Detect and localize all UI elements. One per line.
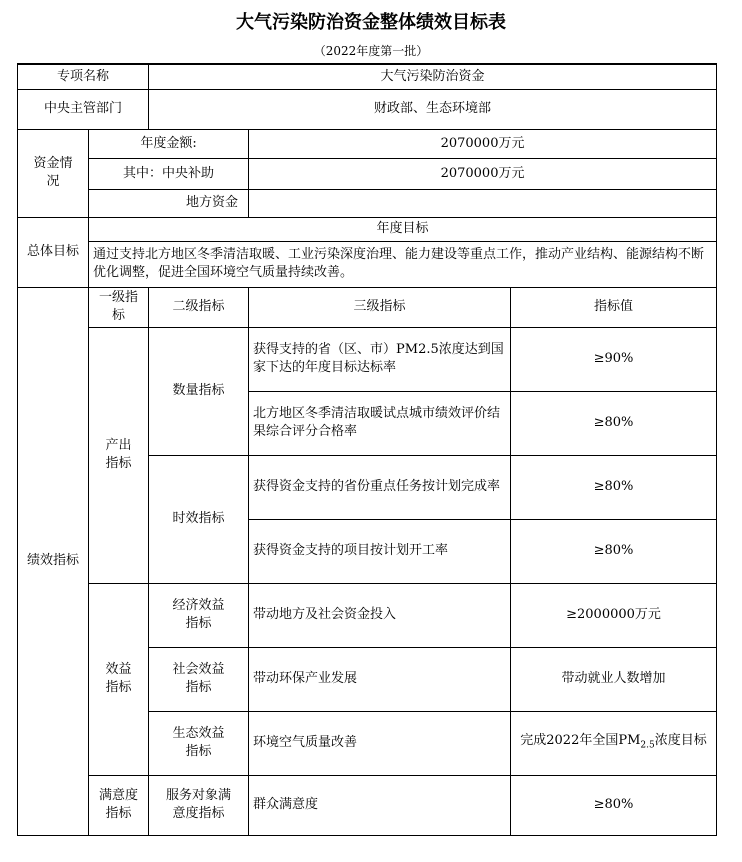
department-label: 中央主管部门 (18, 89, 149, 129)
annual-amount-value: 2070000万元 (249, 129, 717, 158)
local-funds-value (249, 189, 717, 217)
project-name-value: 大气污染防治资金 (149, 64, 717, 89)
benefit-indicators-label: 效益指标 (89, 583, 149, 775)
indicator-text: 北方地区冬季清洁取暖试点城市绩效评价结果综合评分合格率 (249, 391, 511, 455)
col-level3-header: 三级指标 (249, 287, 511, 327)
overall-goal-label: 总体目标 (18, 217, 89, 287)
value-suffix: 浓度目标 (654, 732, 707, 748)
satisfaction-indicators-label: 满意度指标 (89, 775, 149, 835)
indicator-value (511, 711, 717, 775)
quantity-indicators-label: 数量指标 (149, 327, 249, 455)
annual-goal-text: 通过支持北方地区冬季清洁取暖、工业污染深度治理、能力建设等重点工作，推动产业结构、能源结构不断优化调整，促进全国环境空气质量持续改善。 (89, 241, 717, 287)
central-subsidy-label: 其中：中央补助 (89, 158, 249, 189)
indicator-value: ≥80% (511, 775, 717, 835)
indicator-value: 带动就业人数增加 (511, 647, 717, 711)
funds-label: 资金情况 (18, 129, 89, 217)
col-value-header: 指标值 (511, 287, 717, 327)
indicator-text: 环境空气质量改善 (249, 711, 511, 775)
indicator-value: ≥2000000万元 (511, 583, 717, 647)
project-name-label: 专项名称 (18, 64, 149, 89)
indicator-text: 带动环保产业发展 (249, 647, 511, 711)
ecological-benefit-label: 生态效益指标 (149, 711, 249, 775)
indicator-text: 获得资金支持的省份重点任务按计划完成率 (249, 455, 511, 519)
service-satisfaction-label: 服务对象满意度指标 (149, 775, 249, 835)
central-subsidy-value: 2070000万元 (249, 158, 717, 189)
economic-benefit-label: 经济效益指标 (149, 583, 249, 647)
indicator-value: ≥80% (511, 519, 717, 583)
timeliness-indicators-label: 时效指标 (149, 455, 249, 583)
social-benefit-label: 社会效益指标 (149, 647, 249, 711)
col-level1-header: 一级指标 (89, 287, 149, 327)
page-subtitle: （2022年度第一批） (313, 44, 429, 58)
indicator-value: ≥80% (511, 455, 717, 519)
local-funds-label: 地方资金 (89, 189, 249, 217)
annual-amount-label: 年度金额: (89, 129, 249, 158)
performance-indicators-label: 绩效指标 (18, 287, 89, 835)
indicator-value: ≥80% (511, 391, 717, 455)
output-indicators-label: 产出指标 (89, 327, 149, 583)
indicator-text: 获得资金支持的项目按计划开工率 (249, 519, 511, 583)
indicator-text: 群众满意度 (249, 775, 511, 835)
indicator-text: 获得支持的省（区、市）PM2.5浓度达到国家下达的年度目标达标率 (249, 327, 511, 391)
col-level2-header: 二级指标 (149, 287, 249, 327)
annual-goal-label: 年度目标 (89, 217, 717, 241)
value-prefix: 完成2022年全国PM (520, 732, 641, 748)
department-value: 财政部、生态环境部 (149, 89, 717, 129)
indicator-text: 带动地方及社会资金投入 (249, 583, 511, 647)
value-subscript: 2.5 (640, 740, 655, 751)
indicator-value: ≥90% (511, 327, 717, 391)
page-title: 大气污染防治资金整体绩效目标表 (236, 12, 506, 33)
performance-table (17, 63, 717, 836)
